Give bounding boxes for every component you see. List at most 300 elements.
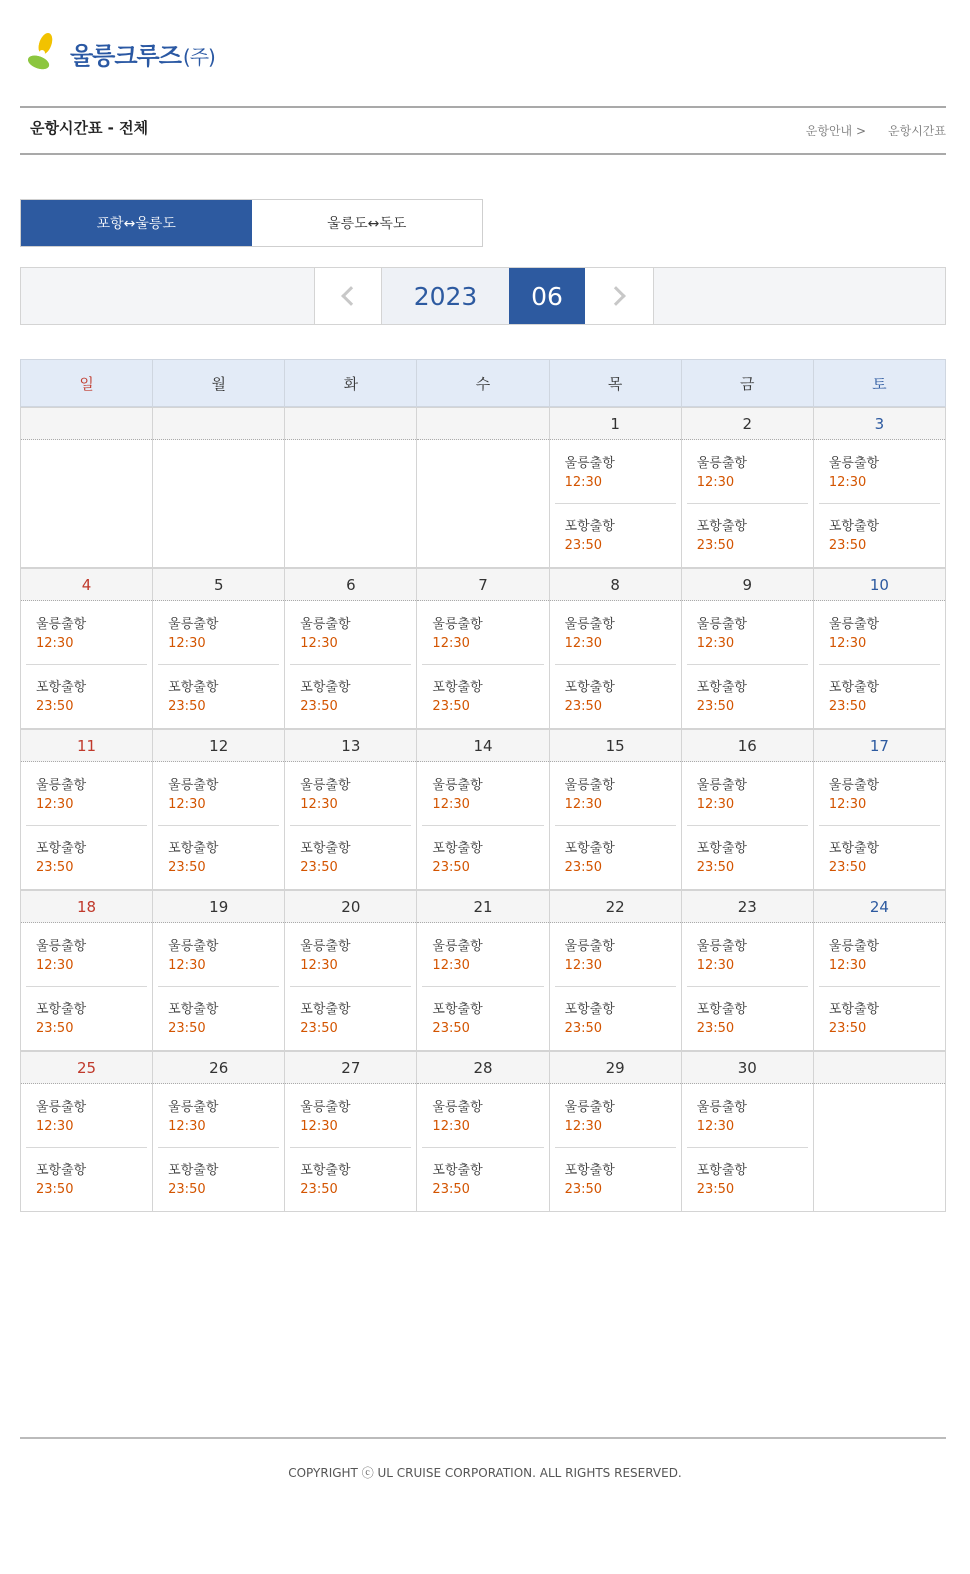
day-schedule: [550, 601, 681, 728]
clover-logo-icon[interactable]: [20, 31, 64, 75]
day-number: 25: [21, 1051, 152, 1084]
day-number: 28: [417, 1051, 548, 1084]
chevron-left-icon: [341, 286, 361, 306]
departure-label: 울릉출항: [168, 1100, 219, 1115]
ulleung-departure: [26, 1084, 147, 1147]
day-number: 20: [285, 890, 416, 923]
day-number: 6: [285, 568, 416, 601]
ulleung-departure: [158, 601, 279, 664]
brand-logo-text[interactable]: [70, 36, 215, 71]
day-number: 21: [417, 890, 548, 923]
day-number: 13: [285, 729, 416, 762]
day-schedule: [285, 1084, 416, 1211]
departure-label: 울릉출항: [432, 1100, 483, 1115]
day-number: 26: [153, 1051, 284, 1084]
day-schedule: [682, 923, 813, 1050]
departure-time: 23:50: [696, 1182, 735, 1197]
departure-time: 12:30: [696, 1119, 735, 1134]
pohang-departure: [819, 825, 940, 889]
calendar-day-cell: [417, 407, 549, 568]
departure-label: 포항출항: [300, 1163, 351, 1178]
day-number: 2: [682, 407, 813, 440]
calendar-day-cell: [813, 729, 945, 890]
pohang-departure: [819, 986, 940, 1050]
day-number: 10: [814, 568, 945, 601]
departure-label: 포항출항: [564, 1002, 615, 1017]
departure-label: 포항출항: [432, 1002, 483, 1017]
day-schedule: [682, 1084, 813, 1211]
departure-time: 23:50: [828, 538, 867, 553]
calendar-day-cell: [813, 568, 945, 729]
departure-label: 포항출항: [432, 1163, 483, 1178]
ulleung-departure: [687, 762, 808, 825]
ulleung-departure: [290, 762, 411, 825]
calendar-day-cell: [153, 568, 285, 729]
ulleung-departure: [555, 601, 676, 664]
calendar-week-row: [21, 890, 946, 1051]
departure-label: 울릉출항: [564, 1100, 615, 1115]
departure-label: 포항출항: [696, 1163, 747, 1178]
departure-time: 12:30: [696, 636, 735, 651]
pohang-departure: [555, 825, 676, 889]
departure-label: 울릉출항: [696, 939, 747, 954]
day-schedule: [21, 762, 152, 889]
departure-label: 포항출항: [564, 680, 615, 695]
weekday-header-row: [21, 360, 946, 407]
day-schedule: [153, 923, 284, 1050]
day-schedule: [21, 1084, 152, 1211]
departure-time: 23:50: [564, 538, 603, 553]
ulleung-departure: [819, 762, 940, 825]
ulleung-departure: [819, 923, 940, 986]
calendar-day-cell: [417, 729, 549, 890]
day-number: 18: [21, 890, 152, 923]
departure-label: 울릉출항: [36, 939, 87, 954]
departure-label: 포항출항: [300, 841, 351, 856]
departure-label: 포항출항: [432, 841, 483, 856]
ulleung-departure: [158, 1084, 279, 1147]
departure-time: 23:50: [564, 699, 603, 714]
ulleung-departure: [26, 762, 147, 825]
departure-label: 포항출항: [828, 519, 880, 534]
pohang-departure: [687, 664, 808, 728]
departure-time: 12:30: [36, 1119, 74, 1134]
departure-label: 울릉출항: [432, 778, 483, 793]
calendar-day-cell: [813, 407, 945, 568]
departure-time: 12:30: [432, 1119, 470, 1134]
pohang-departure: [555, 986, 676, 1050]
ulleung-departure: [687, 601, 808, 664]
departure-time: 12:30: [828, 958, 867, 973]
ulleung-departure: [555, 923, 676, 986]
departure-time: 23:50: [696, 860, 735, 875]
calendar-body: [21, 407, 946, 1212]
departure-label: 울릉출항: [564, 939, 615, 954]
pohang-departure: [422, 664, 543, 728]
departure-time: 23:50: [300, 1021, 338, 1036]
departure-time: 12:30: [432, 636, 470, 651]
departure-time: 23:50: [300, 699, 338, 714]
day-schedule: [550, 1084, 681, 1211]
departure-label: 포항출항: [36, 1163, 87, 1178]
departure-label: 울릉출항: [168, 617, 219, 632]
departure-label: 포항출항: [564, 1163, 615, 1178]
departure-label: 울릉출항: [696, 617, 747, 632]
pohang-departure: [687, 825, 808, 889]
departure-time: 12:30: [168, 636, 206, 651]
departure-time: 12:30: [828, 797, 867, 812]
departure-label: 울릉출항: [564, 617, 615, 632]
day-schedule: [153, 762, 284, 889]
departure-time: 12:30: [36, 958, 74, 973]
departure-label: 울릉출항: [696, 778, 747, 793]
departure-time: 12:30: [828, 636, 867, 651]
day-number: 3: [814, 407, 945, 440]
ulleung-departure: [422, 762, 543, 825]
departure-time: 23:50: [168, 1182, 206, 1197]
departure-time: 23:50: [828, 699, 867, 714]
day-number: 11: [21, 729, 152, 762]
next-month-button[interactable]: [585, 268, 654, 324]
day-number: 7: [417, 568, 548, 601]
day-number: 15: [550, 729, 681, 762]
pohang-departure: [290, 664, 411, 728]
footer-divider: [20, 1437, 946, 1439]
departure-time: 23:50: [432, 860, 470, 875]
departure-label: 포항출항: [696, 680, 747, 695]
calendar-day-cell: [21, 1051, 153, 1212]
day-schedule: [21, 601, 152, 728]
departure-label: 울릉출항: [564, 778, 615, 793]
departure-label: 울릉출항: [168, 939, 219, 954]
pohang-departure: [422, 1147, 543, 1211]
departure-label: 울릉출항: [696, 1100, 747, 1115]
day-schedule: [153, 440, 284, 567]
departure-time: 23:50: [696, 1021, 735, 1036]
departure-label: 울릉출항: [300, 939, 351, 954]
day-schedule: [417, 601, 548, 728]
calendar-day-cell: [285, 568, 417, 729]
departure-label: 포항출항: [828, 841, 880, 856]
departure-time: 12:30: [300, 958, 338, 973]
departure-time: 23:50: [168, 1021, 206, 1036]
calendar-day-cell: [549, 407, 681, 568]
departure-time: 12:30: [564, 797, 603, 812]
calendar-week-row: [21, 1051, 946, 1212]
day-number: 14: [417, 729, 548, 762]
departure-label: 포항출항: [168, 1163, 219, 1178]
calendar-day-cell: [21, 729, 153, 890]
departure-label: 포항출항: [36, 841, 87, 856]
departure-label: 포항출항: [828, 680, 880, 695]
calendar-week-row: [21, 407, 946, 568]
calendar-day-cell: [549, 729, 681, 890]
ulleung-departure: [819, 601, 940, 664]
day-schedule: [417, 440, 548, 567]
day-schedule: [550, 923, 681, 1050]
departure-label: 울릉출항: [300, 1100, 351, 1115]
ulleung-departure: [422, 923, 543, 986]
day-schedule: [682, 601, 813, 728]
day-schedule: [285, 762, 416, 889]
calendar-day-cell: [417, 1051, 549, 1212]
ulleung-departure: [687, 440, 808, 503]
departure-label: 울릉출항: [36, 1100, 87, 1115]
day-number: 27: [285, 1051, 416, 1084]
day-schedule: [21, 440, 152, 567]
pohang-departure: [290, 986, 411, 1050]
day-schedule: [814, 762, 945, 889]
pohang-departure: [26, 1147, 147, 1211]
day-number: 4: [21, 568, 152, 601]
calendar-day-cell: [549, 890, 681, 1051]
departure-time: 23:50: [696, 538, 735, 553]
day-number: [814, 1051, 945, 1084]
departure-time: 12:30: [168, 797, 206, 812]
day-number: [21, 407, 152, 440]
day-number: [285, 407, 416, 440]
departure-label: 울릉출항: [300, 617, 351, 632]
calendar-day-cell: [813, 1051, 945, 1212]
pohang-departure: [26, 664, 147, 728]
calendar-day-cell: [285, 407, 417, 568]
departure-label: 포항출항: [432, 680, 483, 695]
day-schedule: [417, 1084, 548, 1211]
weekday-sun: 일: [21, 360, 153, 407]
ulleung-departure: [555, 1084, 676, 1147]
weekday-fri: 금: [681, 360, 813, 407]
ulleung-departure: [819, 440, 940, 503]
departure-time: 12:30: [564, 958, 603, 973]
day-schedule: [417, 762, 548, 889]
departure-label: 울릉출항: [168, 778, 219, 793]
pohang-departure: [555, 664, 676, 728]
weekday-thu: 목: [549, 360, 681, 407]
ulleung-departure: [422, 1084, 543, 1147]
day-number: 19: [153, 890, 284, 923]
month-navigation: [20, 267, 946, 325]
day-number: 30: [682, 1051, 813, 1084]
day-number: 9: [682, 568, 813, 601]
departure-label: 울릉출항: [300, 778, 351, 793]
day-number: 17: [814, 729, 945, 762]
day-schedule: [153, 1084, 284, 1211]
calendar-day-cell: [549, 1051, 681, 1212]
site-header: [20, 28, 215, 78]
departure-time: 23:50: [36, 1182, 74, 1197]
departure-label: 포항출항: [168, 841, 219, 856]
calendar-day-cell: [417, 568, 549, 729]
calendar-day-cell: [285, 890, 417, 1051]
departure-label: 포항출항: [696, 841, 747, 856]
departure-time: 12:30: [168, 958, 206, 973]
calendar-day-cell: [549, 568, 681, 729]
day-schedule: [21, 923, 152, 1050]
pohang-departure: [687, 1147, 808, 1211]
pohang-departure: [158, 825, 279, 889]
chevron-right-icon: [606, 286, 626, 306]
calendar-day-cell: [681, 729, 813, 890]
title-bar: [20, 106, 946, 155]
day-number: 22: [550, 890, 681, 923]
departure-time: 12:30: [432, 958, 470, 973]
day-schedule: [814, 1084, 945, 1211]
breadcrumb-item-timetable[interactable]: 운항시간표: [888, 124, 946, 138]
day-schedule: [285, 923, 416, 1050]
calendar-day-cell: [813, 890, 945, 1051]
departure-label: 포항출항: [696, 1002, 747, 1017]
tab-pohang-ulleungdo[interactable]: 포항↔울릉도: [21, 200, 252, 246]
ulleung-departure: [158, 762, 279, 825]
calendar-week-row: [21, 568, 946, 729]
day-schedule: [814, 440, 945, 567]
schedule-calendar: [20, 359, 946, 1212]
departure-label: 포항출항: [300, 1002, 351, 1017]
departure-time: 23:50: [564, 1182, 603, 1197]
departure-time: 23:50: [696, 699, 735, 714]
departure-time: 12:30: [564, 475, 603, 490]
day-number: 1: [550, 407, 681, 440]
departure-time: 23:50: [36, 860, 74, 875]
ulleung-departure: [687, 923, 808, 986]
departure-time: 23:50: [168, 699, 206, 714]
day-schedule: [682, 762, 813, 889]
month-display: 06: [509, 268, 585, 324]
departure-label: 포항출항: [564, 519, 615, 534]
departure-time: 12:30: [36, 636, 74, 651]
departure-time: 23:50: [564, 860, 603, 875]
day-schedule: [285, 440, 416, 567]
pohang-departure: [290, 1147, 411, 1211]
calendar-day-cell: [285, 729, 417, 890]
departure-time: 12:30: [36, 797, 74, 812]
day-number: 23: [682, 890, 813, 923]
departure-time: 12:30: [300, 1119, 338, 1134]
departure-label: 포항출항: [300, 680, 351, 695]
day-number: 16: [682, 729, 813, 762]
pohang-departure: [290, 825, 411, 889]
day-schedule: [550, 762, 681, 889]
pohang-departure: [158, 986, 279, 1050]
ulleung-departure: [555, 762, 676, 825]
weekday-wed: 수: [417, 360, 549, 407]
departure-time: 12:30: [300, 797, 338, 812]
breadcrumb-item-guide[interactable]: 운항안내 >: [805, 124, 867, 138]
pohang-departure: [422, 986, 543, 1050]
day-schedule: [814, 601, 945, 728]
calendar-day-cell: [681, 407, 813, 568]
departure-label: 울릉출항: [432, 939, 483, 954]
departure-label: 울릉출항: [828, 939, 880, 954]
departure-time: 23:50: [36, 1021, 74, 1036]
calendar-day-cell: [681, 1051, 813, 1212]
ulleung-departure: [555, 440, 676, 503]
ulleung-departure: [290, 1084, 411, 1147]
ulleung-departure: [290, 601, 411, 664]
calendar-week-row: [21, 729, 946, 890]
departure-time: 23:50: [300, 1182, 338, 1197]
departure-label: 포항출항: [168, 680, 219, 695]
breadcrumb: [806, 122, 946, 139]
pohang-departure: [555, 503, 676, 567]
day-number: 5: [153, 568, 284, 601]
copyright-text: COPYRIGHT ⓒ UL CRUISE CORPORATION. ALL RIGHTS RESERVED.: [288, 1466, 682, 1480]
departure-time: 12:30: [828, 475, 867, 490]
departure-time: 12:30: [168, 1119, 206, 1134]
day-number: 29: [550, 1051, 681, 1084]
departure-label: 울릉출항: [828, 456, 880, 471]
departure-label: 울릉출항: [564, 456, 615, 471]
tab-ulleungdo-dokdo[interactable]: 울릉도↔독도: [252, 200, 483, 246]
ulleung-departure: [26, 923, 147, 986]
departure-time: 23:50: [828, 860, 867, 875]
weekday-mon: 월: [153, 360, 285, 407]
departure-time: 12:30: [564, 1119, 603, 1134]
departure-label: 울릉출항: [696, 456, 747, 471]
departure-time: 12:30: [696, 475, 735, 490]
pohang-departure: [26, 825, 147, 889]
ulleung-departure: [158, 923, 279, 986]
year-display: 2023: [382, 268, 509, 324]
calendar-day-cell: [153, 729, 285, 890]
day-schedule: [417, 923, 548, 1050]
departure-label: 포항출항: [36, 680, 87, 695]
departure-time: 12:30: [432, 797, 470, 812]
pohang-departure: [422, 825, 543, 889]
departure-label: 울릉출항: [36, 778, 87, 793]
day-number: 8: [550, 568, 681, 601]
departure-time: 23:50: [564, 1021, 603, 1036]
prev-month-button[interactable]: [314, 268, 382, 324]
departure-time: 23:50: [168, 860, 206, 875]
calendar-day-cell: [153, 1051, 285, 1212]
pohang-departure: [158, 1147, 279, 1211]
departure-time: 12:30: [300, 636, 338, 651]
day-number: [153, 407, 284, 440]
pohang-departure: [819, 503, 940, 567]
pohang-departure: [819, 664, 940, 728]
calendar-day-cell: [681, 568, 813, 729]
brand-name: 울릉크루즈: [70, 41, 181, 70]
departure-time: 23:50: [432, 1021, 470, 1036]
departure-label: 포항출항: [168, 1002, 219, 1017]
calendar-day-cell: [153, 890, 285, 1051]
departure-label: 울릉출항: [36, 617, 87, 632]
departure-label: 포항출항: [564, 841, 615, 856]
pohang-departure: [26, 986, 147, 1050]
pohang-departure: [158, 664, 279, 728]
day-number: 24: [814, 890, 945, 923]
pohang-departure: [555, 1147, 676, 1211]
ulleung-departure: [422, 601, 543, 664]
pohang-departure: [687, 503, 808, 567]
departure-label: 울릉출항: [828, 778, 880, 793]
weekday-tue: 화: [285, 360, 417, 407]
ulleung-departure: [26, 601, 147, 664]
day-number: 12: [153, 729, 284, 762]
departure-time: 12:30: [696, 958, 735, 973]
departure-label: 포항출항: [36, 1002, 87, 1017]
departure-label: 울릉출항: [828, 617, 880, 632]
day-schedule: [814, 923, 945, 1050]
calendar-day-cell: [681, 890, 813, 1051]
ulleung-departure: [687, 1084, 808, 1147]
calendar-day-cell: [285, 1051, 417, 1212]
weekday-sat: 토: [813, 360, 945, 407]
pohang-departure: [687, 986, 808, 1050]
departure-time: 23:50: [432, 1182, 470, 1197]
day-schedule: [682, 440, 813, 567]
